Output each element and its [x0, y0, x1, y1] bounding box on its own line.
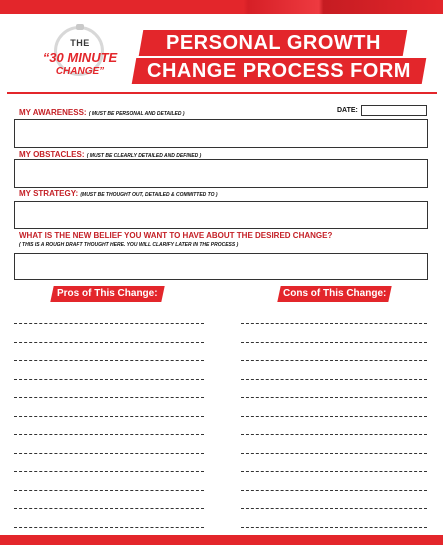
logo-text-30-minute: “30 MINUTE [42, 50, 118, 65]
cons-line[interactable] [241, 471, 427, 472]
obstacles-label: MY OBSTACLES: ( MUST BE CLEARLY DETAILED AND DEFINED ) [19, 150, 202, 159]
strategy-field[interactable] [14, 201, 428, 229]
strategy-label: MY STRATEGY: (MUST BE THOUGHT OUT, DETAILED & COMMITTED TO ) [19, 189, 218, 198]
pros-line[interactable] [14, 471, 204, 472]
strategy-note: (MUST BE THOUGHT OUT, DETAILED & COMMITTED TO ) [80, 192, 218, 198]
pros-line[interactable] [14, 527, 204, 528]
pros-line[interactable] [14, 416, 204, 417]
belief-label: WHAT IS THE NEW BELIEF YOU WANT TO HAVE ABOUT THE DESIRED CHANGE? [19, 231, 333, 240]
title-line-1: PERSONAL GROWTH [139, 30, 408, 56]
obstacles-note: ( MUST BE CLEARLY DETAILED AND DEFINED ) [86, 153, 202, 159]
cons-line[interactable] [241, 342, 427, 343]
cons-line[interactable] [241, 434, 427, 435]
pros-line[interactable] [14, 453, 204, 454]
logo-text-change: CHANGE” [55, 66, 105, 77]
cons-line[interactable] [241, 323, 427, 324]
cons-line[interactable] [241, 453, 427, 454]
top-banner [0, 0, 443, 14]
cons-line[interactable] [241, 416, 427, 417]
date-label: DATE: [337, 107, 358, 114]
pros-line[interactable] [14, 397, 204, 398]
awareness-note: ( MUST BE PERSONAL AND DETAILED ) [88, 111, 185, 117]
pros-heading: Pros of This Change: [50, 286, 164, 302]
bottom-banner [0, 535, 443, 545]
cons-line[interactable] [241, 379, 427, 380]
pros-line[interactable] [14, 342, 204, 343]
obstacles-field[interactable] [14, 159, 428, 188]
logo-text-the: THE [70, 38, 90, 48]
cons-line[interactable] [241, 527, 427, 528]
cons-line[interactable] [241, 397, 427, 398]
belief-note: ( THIS IS A ROUGH DRAFT THOUGHT HERE. YOU WILL CLARIFY LATER IN THE PROCESS ) [19, 242, 239, 248]
cons-heading: Cons of This Change: [277, 286, 391, 302]
pros-line[interactable] [14, 379, 204, 380]
awareness-label: MY AWARENESS: ( MUST BE PERSONAL AND DETAILED ) [19, 108, 185, 117]
logo [30, 24, 130, 88]
date-field[interactable] [361, 105, 427, 116]
belief-field[interactable] [14, 253, 428, 280]
header-divider [7, 92, 437, 94]
title-line-2: CHANGE PROCESS FORM [132, 58, 427, 84]
pros-line[interactable] [14, 323, 204, 324]
pros-line[interactable] [14, 360, 204, 361]
pros-line[interactable] [14, 508, 204, 509]
awareness-field[interactable] [14, 119, 428, 148]
pros-line[interactable] [14, 490, 204, 491]
cons-line[interactable] [241, 508, 427, 509]
pros-line[interactable] [14, 434, 204, 435]
cons-line[interactable] [241, 490, 427, 491]
logo-stopwatch-crown [76, 24, 84, 30]
cons-line[interactable] [241, 360, 427, 361]
